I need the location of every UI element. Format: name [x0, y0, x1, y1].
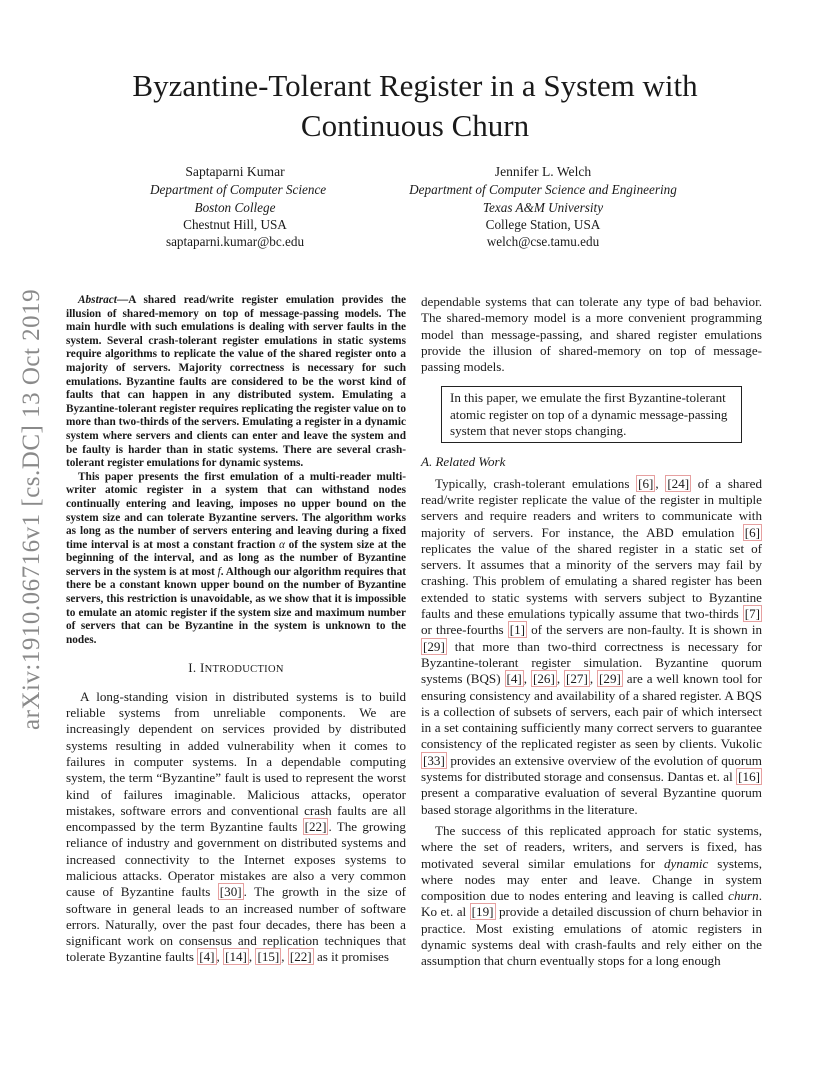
intro-paragraph-continued: dependable systems that can tolerate any type of bad behavior. The shared-memory model is a more convenient programming model than message-passing, and shared register emulations provide the illusion of shared-memory on top of message-passing models.	[421, 294, 762, 375]
related-paragraph-2: The success of this replicated approach for static systems, where the set of readers, writers, and servers is fixed, has motivated several similar emulations for dynamic systems, where nodes may enter and leave. Change in system composition due to nodes entering and leaving is called churn. Ko et. al [19] provide a detailed discussion of churn behavior in practice. Most existing emulations of atomic registers in dynamic systems deal with crash-faults and rely either on the assumption that churn eventually stops for a long enough	[421, 822, 762, 969]
author-name: Saptaparni Kumar	[185, 164, 285, 179]
author-location: College Station, USA	[485, 216, 601, 232]
citation-link[interactable]: [19]	[471, 904, 494, 920]
citation-link[interactable]: [26]	[532, 671, 555, 687]
arxiv-identifier: arXiv:1910.06716v1 [cs.DC] 13 Oct 2019	[18, 288, 45, 730]
author-institution: Texas A&M University	[482, 199, 604, 215]
left-column	[66, 294, 406, 966]
title-line-2: Continuous Churn	[300, 108, 530, 143]
citation-link[interactable]: [6]	[744, 524, 760, 540]
author-department: Department of Computer Science	[150, 182, 327, 198]
emphasis-dynamic: dynamic	[664, 855, 709, 871]
abstract	[66, 294, 406, 647]
abstract-paragraph-2: This paper presents the first emulation of a multi-reader multi-writer atomic register in a system that can withstand nodes continually entering and leaving, imposes no upper bound on the system size and can tolerate Byzantine servers. The algorithm works as long as the number of servers entering and leaving during a fixed time interval is at most a constant fraction α of the system size at the beginning of the interval, and as long as the number of Byzantine servers in the system is at most f. Although our algorithm requires that there be a constant known upper bound on the number of Byzantine servers, this restriction is unavoidable, as we show that it is impossible to emulate an atomic register if the system size and maximum number of servers that can be Byzantine in the system is unknown to the nodes.	[66, 470, 407, 646]
citation-link[interactable]: [29]	[599, 671, 621, 687]
section-heading-introduction: I. INTRODUCTION	[188, 660, 284, 676]
author-email: welch@cse.tamu.edu	[486, 234, 600, 250]
emphasis-churn: churn	[728, 888, 759, 904]
citation-link[interactable]: [16]	[738, 769, 760, 785]
author-name: Jennifer L. Welch	[494, 164, 592, 179]
author-institution: Boston College	[194, 199, 276, 215]
author-block-1	[150, 163, 327, 250]
citation-link[interactable]: [4]	[199, 949, 215, 965]
alpha-symbol: α	[279, 538, 285, 551]
paper-title	[70, 66, 760, 146]
author-location: Chestnut Hill, USA	[183, 216, 287, 232]
citation-link[interactable]: [27]	[566, 671, 588, 687]
f-symbol: f	[217, 565, 221, 578]
right-column	[421, 294, 762, 970]
citation-link[interactable]: [30]	[219, 884, 242, 900]
title-line-1: Byzantine-Tolerant Register in a System with	[132, 68, 698, 103]
citation-link[interactable]: [15]	[257, 949, 280, 965]
author-block-2	[400, 163, 686, 250]
citation-link[interactable]: [1]	[509, 622, 526, 638]
subsection-heading-related-work: A. Related Work	[421, 454, 506, 470]
citation-link[interactable]: [24]	[667, 475, 690, 491]
citation-link[interactable]: [29]	[423, 638, 445, 654]
abstract-paragraph-1: Abstract—A shared read/write register emulation provides the illusion of shared-memory on top of message-passing models. The main hurdle with such emulations is dealing with server faults in the system. Several crash-tolerant register emulations in static systems require algorithms to replicate the value of the shared register onto a majority of servers. Majority correctness is necessary for such emulations. Byzantine faults are considered to be the worst kind of faults that can happen in any distributed system. Emulating a Byzantine-tolerant register requires replicating the register value on to more than two-thirds of the servers. Emulating a register in a dynamic system where servers and clients can enter and leave the system and be faulty is harder than in static systems. There are several crash-tolerant register emulations for dynamic systems.	[66, 294, 406, 470]
citation-link[interactable]: [7]	[744, 606, 760, 622]
abstract-label: Abstract	[78, 294, 117, 306]
contribution-box: In this paper, we emulate the first Byzantine-tolerant atomic register on top of a dynamic message-passing system that never stops changing.	[441, 386, 742, 443]
author-email: saptaparni.kumar@bc.edu	[165, 234, 305, 250]
intro-paragraph-1: A long-standing vision in distributed systems is to build reliable systems from unreliable components. We are increasingly dependent on services provided by distributed systems resulting in added vulnerability when it comes to failures in computer systems. In a dependable computing system, the term “Byzantine” fault is used to represent the worst kind of failures imaginable. Malicious attacks, operator mistakes, software errors and conventional crash faults are all encompassed by the term Byzantine faults [22] . The growing reliance of industry and government on distributed systems and increased connectivity to the Internet exposes systems to malicious attacks. Operator mistakes are also a very common cause of Byzantine faults [30] . The growth in the size of software in general leads to an increased number of software errors. Naturally, over the past four decades, there has been a significant work on consensus and replication techniques that tolerate Byzantine faults [4] , [14] , [15] , [22] as it promises	[66, 688, 406, 965]
citation-link[interactable]: [22]	[304, 819, 327, 835]
citation-link[interactable]: [14]	[225, 949, 247, 965]
citation-link[interactable]: [4]	[506, 671, 522, 687]
citation-link[interactable]: [6]	[638, 475, 654, 491]
citation-link[interactable]: [33]	[423, 752, 445, 768]
author-department: Department of Computer Science and Engineering	[409, 182, 677, 198]
citation-link[interactable]: [22]	[289, 949, 312, 965]
related-paragraph-1: Typically, crash-tolerant emulations [6] , [24] of a shared read/write register replicate the value of the register in multiple servers and require readers and writers to communicate with majority of servers. For instance, the ABD emulation [6] replicates the value of the shared register in a static set of servers. It assumes that a minority of the servers may fail by crashing. This problem of emulating a shared register has been extended to static systems with servers subject to Byzantine faults and these emulations typically assume that two-thirds [7] or three-fourths [1] of the servers are non-faulty. It is shown in [29] that more than two-third correctness is necessary for Byzantine-tolerant register simulation. Byzantine quorum systems (BQS) [4] , [26] , [27] , [29] are a well known tool for ensuring consistency and availability of a shared register. A BQS is a collection of subsets of servers, each pair of which intersect in a set containing sufficiently many correct servers to guarantee consistency of the replicated register as seen by clients. Vukolic [33] provides an extensive overview of the evolution of quorum systems for distributed storage and consensus. Dantas et. al [16] present a comparative evaluation of several Byzantine quorum based storage algorithms in the literature.	[421, 475, 763, 817]
